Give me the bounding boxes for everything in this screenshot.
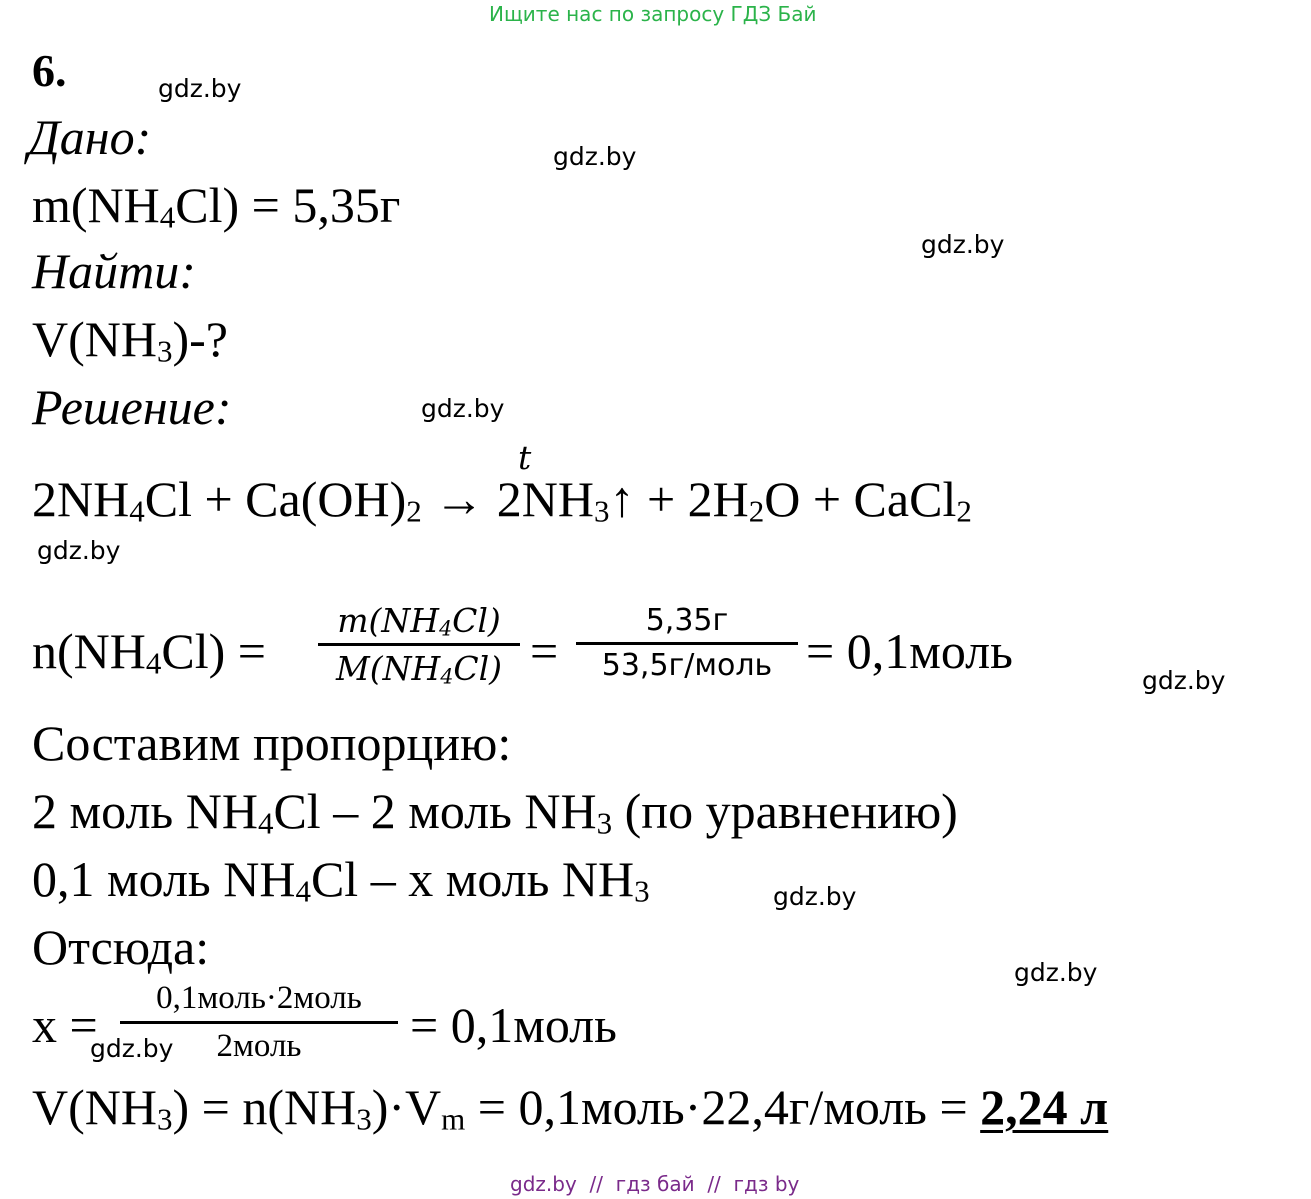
hence-label: Отсюда: xyxy=(32,919,210,975)
reaction-equation: $2NH_4Cl + Ca(OH)_2$ → $2NH_3↑ + 2H_2O$ + CaCl$_2$ xyxy=(32,471,972,529)
watermark: gdz.by xyxy=(37,536,121,565)
moles-fraction-formula xyxy=(318,601,520,689)
find-value: $V(NH_3)-$? xyxy=(32,311,228,369)
watermark: gdz.by xyxy=(158,74,242,103)
moles-equals: = xyxy=(530,623,559,679)
volume-calculation: $V(NH_3) = n(NH_3)\cdot V_m$ = 0,1моль·22,4г/моль = 2,24 л xyxy=(32,1079,1109,1137)
given-label: Дано: xyxy=(28,109,152,165)
x-result: = 0,1моль xyxy=(410,997,617,1053)
proportion-line-1: 2 моль $NH_4Cl - 2$ моль $NH_3$ (по уравнению) xyxy=(32,783,958,841)
solution-label: Решение: xyxy=(32,379,232,435)
fraction-denominator: 2моль xyxy=(216,1028,302,1064)
fraction-numerator: 5,35г xyxy=(645,603,729,638)
reaction-condition: t xyxy=(518,438,532,477)
footer-links: gdz.by // гдз бай // гдз by xyxy=(510,1172,800,1196)
watermark: gdz.by xyxy=(921,230,1005,259)
moles-fraction-values xyxy=(576,603,798,683)
problem-number: 6. xyxy=(32,45,67,96)
search-banner: Ищите нас по запросу ГДЗ Бай xyxy=(489,2,817,26)
x-lhs: x = xyxy=(32,997,98,1053)
fraction-bar xyxy=(576,642,798,645)
watermark: gdz.by xyxy=(553,142,637,171)
fraction-bar xyxy=(318,643,520,646)
fraction-numerator: $m(NH_4Cl)$ xyxy=(337,601,501,641)
final-answer: 2,24 л xyxy=(980,1079,1109,1135)
fraction-denominator: 53,5г/моль xyxy=(601,648,773,683)
moles-lhs: $n(NH_4Cl)$ = xyxy=(32,623,266,681)
proportion-label: Составим пропорцию: xyxy=(32,715,512,771)
moles-result: = 0,1моль xyxy=(806,623,1013,679)
watermark: gdz.by xyxy=(1014,958,1098,987)
find-label: Найти: xyxy=(32,243,196,299)
fraction-denominator: $M(NH_4Cl)$ xyxy=(335,649,503,689)
watermark: gdz.by xyxy=(421,394,505,423)
watermark: gdz.by xyxy=(1142,666,1226,695)
watermark: gdz.by xyxy=(90,1034,174,1063)
proportion-line-2: 0,1 моль $NH_4Cl$ – x моль $NH_3$ xyxy=(32,851,650,909)
fraction-bar xyxy=(120,1021,398,1024)
fraction-numerator: 0,1моль·2моль xyxy=(156,980,362,1016)
given-value: $m(NH_4Cl) = 5,35г$ xyxy=(32,177,401,235)
watermark: gdz.by xyxy=(773,882,857,911)
